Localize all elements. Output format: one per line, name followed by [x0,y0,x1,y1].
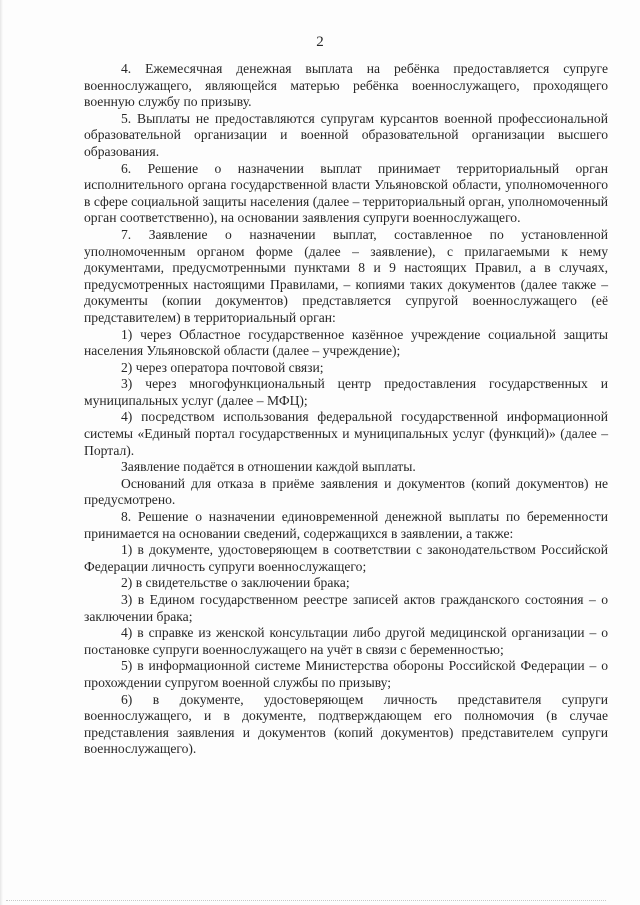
subitem-8-6: 6) в документе, удостоверяющем личность представителя супруги военнослужащего, и в документе, подтверждающем его полномочия (в случае представления заявления и документов (копий документов) представителем супруги военнослужащего). [84,691,608,757]
paragraph-item-7: 7. Заявление о назначении выплат, составленное по установленной уполномоченным органом форме (далее – заявление), с прилагаемыми к нему документами, предусмотренными пунктами 8 и 9 настоящих Правил, а в случаях, предусмотренных настоящими Правилами, – копиями таких документов (далее также – документы (копии документов) представляется супругой военнослужащего (её представителем) в территориальный орган: [84,226,608,325]
subitem-8-2: 2) в свидетельстве о заключении брака; [121,575,350,591]
subitem-7-1: 1) через Областное государственное казённое учреждение социальной защиты населения Ульяновской области (далее – учреждение); [84,326,608,359]
paragraph-no-refusal: Оснований для отказа в приёме заявления и документов (копий документов) не предусмотрено. [84,475,608,508]
document-body [84,61,608,758]
subitem-7-2: 2) через оператора почтовой связи; [121,359,324,375]
subitem-8-3: 3) в Едином государственном реестре записей актов гражданского состояния – о заключении брака; [84,592,608,624]
scan-edge-shadow [0,0,3,905]
paragraph-item-8: 8. Решение о назначении единовременной денежной выплаты по беременности принимается на основании сведений, содержащихся в заявлении, а также: [84,509,608,541]
scan-bottom-marks [6,897,606,901]
subitem-8-5: 5) в информационной системе Министерства обороны Российской Федерации – о прохождении супругом военной службы по призыву; [84,658,608,690]
subitem-8-1: 1) в документе, удостоверяющем в соответствии с законодательством Российской Федерации личность супруги военнослужащего; [84,542,608,574]
page-number: 2 [316,34,324,50]
subitem-7-4: 4) посредством использования федеральной государственной информационной системы «Единый портал государственных и муниципальных услуг (функций)» (далее – Портал). [84,409,608,458]
paragraph-application-each: Заявление подаётся в отношении каждой выплаты. [121,459,416,475]
paragraph-item-4: 4. Ежемесячная денежная выплата на ребёнка предоставляется супруге военнослужащего, являющейся матерью ребёнка военнослужащего, проходящего военную службу по призыву. [84,61,608,110]
paragraph-item-6: 6. Решение о назначении выплат принимает территориальный орган исполнительного органа государственной власти Ульяновской области, уполномоченного в сфере социальной защиты населения (далее – территориальный орган, уполномоченный орган соответственно), на основании заявления супруги военнослужащего. [84,160,608,226]
paragraph-item-5: 5. Выплаты не предоставляются супругам курсантов военной профессиональной образовательной организации и военной образовательной организации высшего образования. [84,110,608,159]
subitem-8-4: 4) в справке из женской консультации либо другой медицинской организации – о постановке супруги военнослужащего на учёт в связи с беременностью; [84,625,608,657]
subitem-7-3: 3) через многофункциональный центр предоставления государственных и муниципальных услуг (далее – МФЦ); [84,376,608,408]
